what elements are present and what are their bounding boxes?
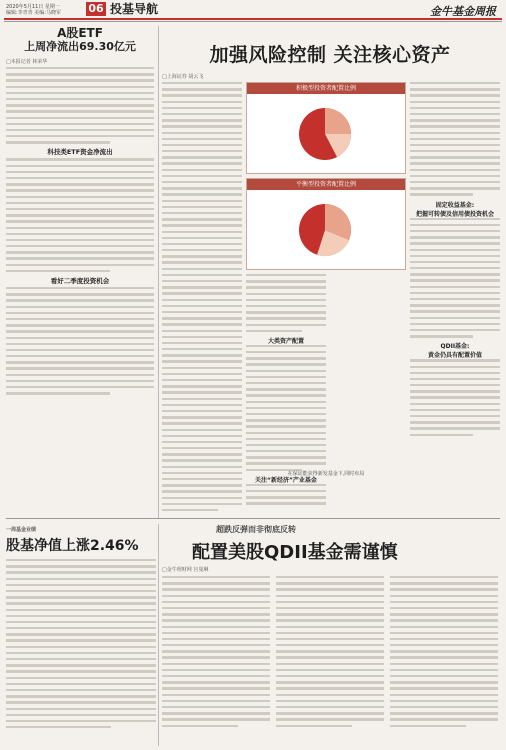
article-body-3 (6, 287, 154, 395)
article-byline: □本报记者 林荣华 (6, 59, 48, 65)
pie-svg (247, 190, 403, 268)
box-note: 在保证能获得新发基金下,同时布局 (287, 471, 365, 477)
section-title: 投基导航 (110, 2, 159, 16)
article-body-2 (6, 158, 154, 272)
section-head-outlook: 看好二季度投资机会 (50, 277, 110, 285)
main-headline: 加强风险控制 关注核心资产 (209, 44, 451, 66)
header-rule-thin (4, 21, 502, 22)
column-divider-2 (158, 524, 159, 746)
article-body (6, 67, 154, 144)
column-divider (158, 26, 159, 518)
header-rule (4, 18, 502, 20)
band-rule (6, 518, 500, 519)
pie-chart-balanced (246, 178, 406, 270)
chart-title: 积极型投资者配置比例 (247, 83, 405, 94)
pie-svg (247, 94, 403, 172)
paper-name: 金牛基金周报 (430, 5, 496, 18)
section-head-new-economy: 关注“新经济”产业基金 (255, 476, 317, 484)
bottom-headline: 配置美股QDII基金需谨慎 (192, 542, 398, 563)
header-date: 2020年5月11日 星期一 编辑:李青青 美编:马晓军 (6, 4, 61, 16)
bottom-col3 (390, 576, 498, 731)
section-head-fixed-income: 固定收益基金: 把握可转债及信用债投资机会 (415, 201, 494, 218)
chart-title: 平衡型投资者配置比例 (247, 179, 405, 190)
bottom-subtitle: 超跌反弹而非彻底反转 (216, 525, 296, 534)
pie-chart-aggressive (246, 82, 406, 174)
section-label: 一周基金业绩 (6, 527, 37, 533)
article-title: A股ETF (57, 26, 103, 40)
right-body (410, 82, 500, 440)
section-head-qdii: QDII基金: 黄金仍具有配置价值 (427, 343, 482, 360)
bottom-col2 (276, 576, 384, 731)
article-subtitle: 上周净流出69.30亿元 (24, 40, 136, 53)
left-column (6, 26, 154, 398)
bottom-left (6, 524, 156, 732)
mid-byline: □上海证券 胡云飞 (162, 74, 204, 80)
section-head-etf: 科技类ETF资金净流出 (47, 148, 113, 157)
mid-body-col1 (162, 82, 242, 515)
page-number: 06 (86, 2, 106, 16)
section-head-asset: 大类资产配置 (267, 337, 304, 345)
bottom-col1 (162, 576, 270, 731)
bottom-left-title: 股基净值上涨2.46% (6, 538, 139, 554)
bottom-byline: □金牛理财网 宫曼琳 (162, 567, 209, 573)
